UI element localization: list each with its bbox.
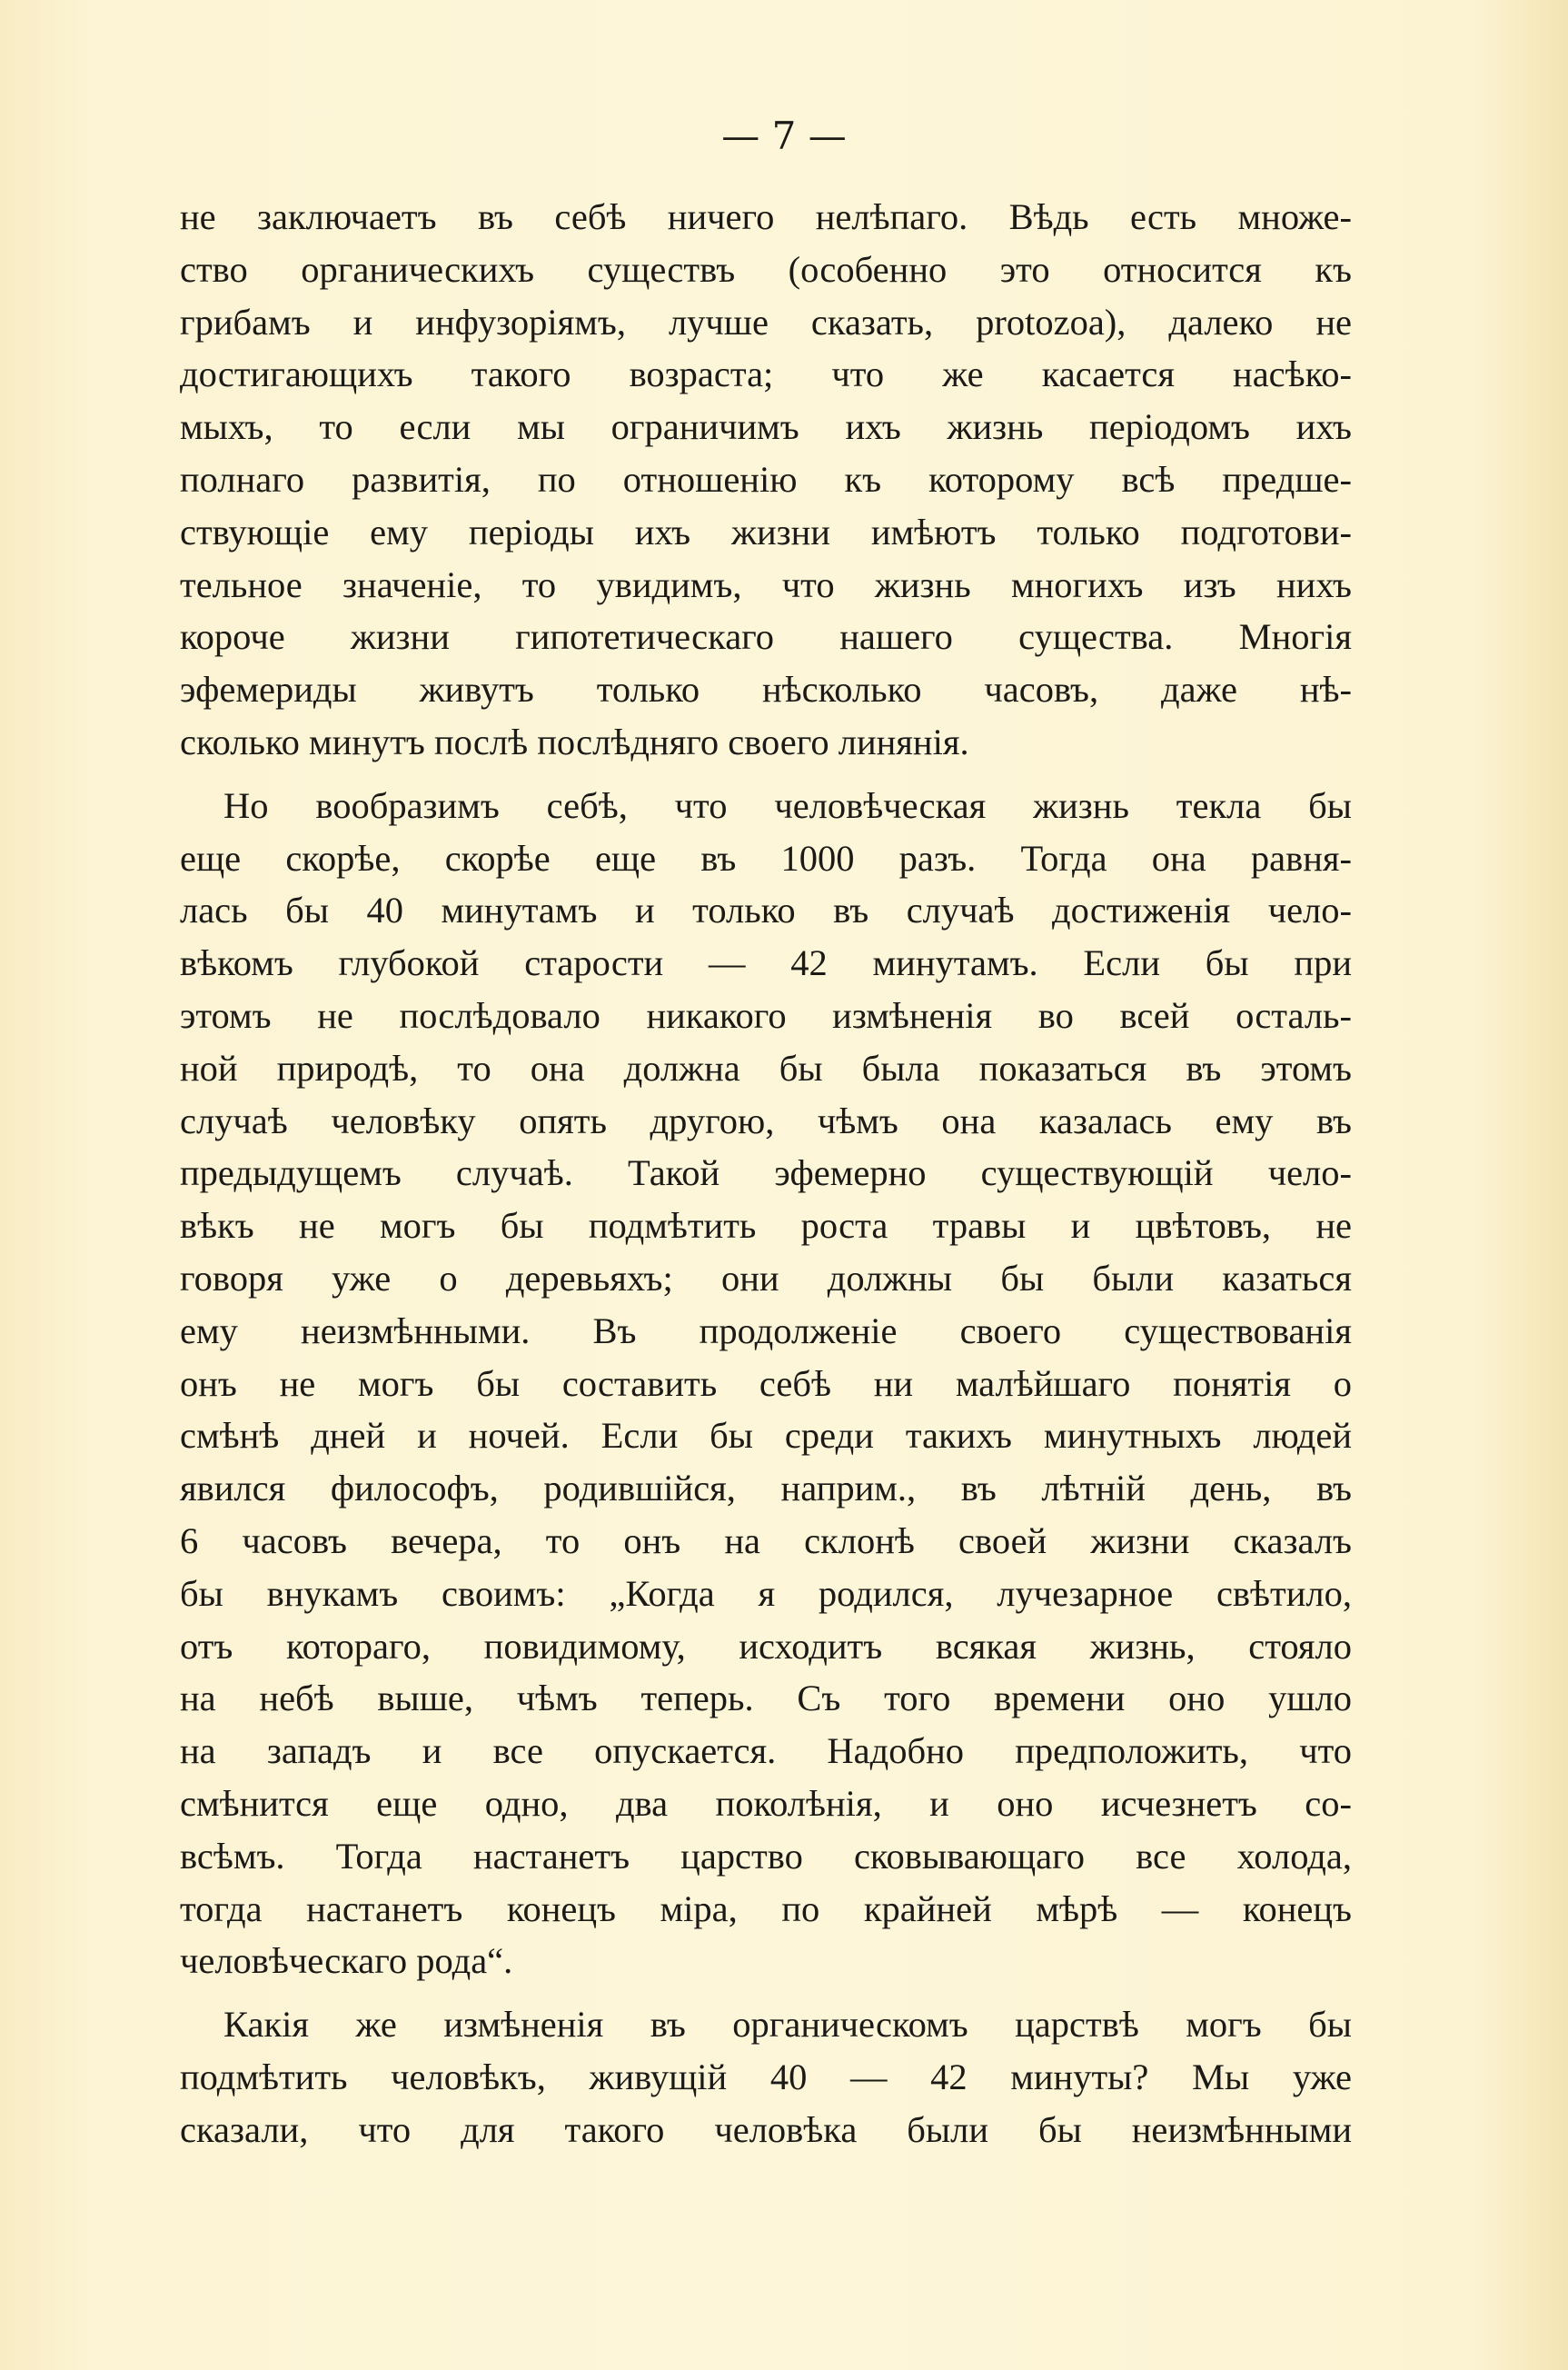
text-line: на западъ и все опускается. Надобно предположить, что [180, 1730, 1352, 1772]
text-line: говоря уже о деревьяхъ; они должны бы были казаться [180, 1257, 1352, 1299]
text-line: тогда настанетъ конецъ міра, по крайней мѣрѣ — конецъ [180, 1887, 1352, 1929]
text-line: на небѣ выше, чѣмъ теперь. Съ того времени оно ушло [180, 1678, 1352, 1719]
text-line: этомъ не послѣдовало никакого измѣненія во всей осталь- [180, 994, 1352, 1036]
text-line: отъ котораго, повидимому, исходитъ всякая жизнь, стояло [180, 1625, 1352, 1667]
text-line: Какія же измѣненія въ органическомъ царствѣ могъ бы [223, 2004, 1352, 2046]
text-line: сказали, что для такого человѣка были бы неизмѣнными [180, 2108, 1352, 2150]
text-line: смѣнѣ дней и ночей. Если бы среди такихъ минутныхъ людей [180, 1415, 1352, 1457]
text-line: 6 часовъ вечера, то онъ на склонѣ своей жизни сказалъ [180, 1519, 1352, 1561]
text-line: подмѣтить человѣкъ, живущій 40 — 42 минуты? Мы уже [180, 2056, 1352, 2097]
text-line: явился философъ, родившійся, наприм., въ лѣтній день, въ [180, 1468, 1352, 1509]
text-line: достигающихъ такого возраста; что же касается насѣко- [180, 354, 1352, 395]
text-line: ной природѣ, то она должна бы была показаться въ этомъ [180, 1047, 1352, 1089]
text-line: онъ не могъ бы составить себѣ ни малѣйшаго понятія о [180, 1362, 1352, 1404]
paragraph-2 [180, 780, 1352, 1987]
paragraph-3 [180, 1998, 1352, 2156]
text-line: сколько минутъ послѣ послѣдняго своего линянія. [180, 721, 969, 762]
text-line: эфемериды живутъ только нѣсколько часовъ, даже нѣ- [180, 669, 1352, 711]
paragraph-1 [180, 191, 1352, 769]
text-line: грибамъ и инфузоріямъ, лучше сказать, protozoa), далеко не [180, 301, 1352, 343]
text-line: вѣкъ не могъ бы подмѣтить роста травы и цвѣтовъ, не [180, 1205, 1352, 1247]
text-line: вѣкомъ глубокой старости — 42 минутамъ. Если бы при [180, 942, 1352, 984]
text-line: не заключаетъ въ себѣ ничего нелѣпаго. Вѣдь есть множе- [180, 196, 1352, 237]
text-line: ему неизмѣнными. Въ продолженіе своего существованія [180, 1309, 1352, 1351]
text-line: еще скорѣе, скорѣе еще въ 1000 разъ. Тогда она равня- [180, 837, 1352, 879]
text-line: короче жизни гипотетическаго нашего существа. Многія [180, 616, 1352, 658]
text-line: мыхъ, то если мы ограничимъ ихъ жизнь періодомъ ихъ [180, 406, 1352, 448]
text-line: бы внукамъ своимъ: „Когда я родился, лучезарное свѣтило, [180, 1572, 1352, 1614]
page-number: — 7 — [721, 114, 847, 158]
text-line: Но вообразимъ себѣ, что человѣческая жизнь текла бы [223, 784, 1352, 826]
text-line: лась бы 40 минутамъ и только въ случаѣ достиженія чело- [180, 890, 1352, 931]
text-line: предыдущемъ случаѣ. Такой эфемерно существующій чело- [180, 1152, 1352, 1194]
text-line: ство органическихъ существъ (особенно это относится къ [180, 248, 1352, 290]
text-line: человѣческаго рода“. [180, 1940, 513, 1982]
text-line: смѣнится еще одно, два поколѣнія, и оно исчезнетъ со- [180, 1782, 1352, 1824]
text-line: тельное значеніе, то увидимъ, что жизнь многихъ изъ нихъ [180, 563, 1352, 605]
text-line: случаѣ человѣку опять другою, чѣмъ она казалась ему въ [180, 1100, 1352, 1141]
text-line: ствующіе ему періоды ихъ жизни имѣютъ только подготови- [180, 511, 1352, 553]
body-text [180, 191, 1352, 2156]
text-line: полнаго развитія, по отношенію къ которому всѣ предше- [180, 458, 1352, 500]
text-line: всѣмъ. Тогда настанетъ царство сковывающаго все холода, [180, 1835, 1352, 1877]
